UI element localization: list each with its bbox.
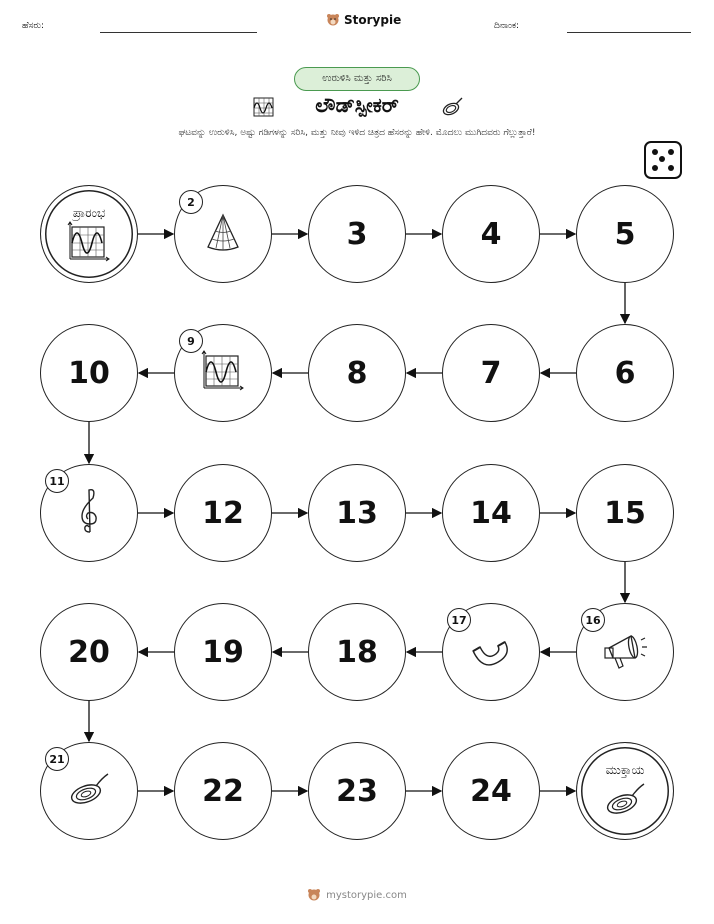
cell-number-badge: 16 [581, 608, 605, 632]
board-cell-8 [308, 324, 406, 422]
board-cell-17 [442, 603, 540, 701]
date-label: ದಿನಾಂಕ: [494, 21, 520, 31]
board-cell-4 [442, 185, 540, 283]
cell-number: 14 [470, 495, 512, 531]
cell-number: 18 [336, 634, 378, 670]
category-pill: ಉರುಳಿಸಿ ಮತ್ತು ಸರಿಸಿ [294, 67, 420, 91]
wire-coil-icon [602, 780, 648, 822]
board-cell-6 [576, 324, 674, 422]
speaker-cone-icon [200, 209, 246, 259]
cell-number: 8 [346, 355, 368, 391]
board-cell-18 [308, 603, 406, 701]
board-cell-23 [308, 742, 406, 840]
megaphone-icon [601, 628, 649, 676]
footer-url[interactable]: mystorypie.com [326, 889, 407, 901]
board-cell-3 [308, 185, 406, 283]
cell-number: 12 [202, 495, 244, 531]
cell-number-badge: 17 [447, 608, 471, 632]
brand-name: Storypie [344, 13, 402, 27]
cell-number: 13 [336, 495, 378, 531]
cell-number: 15 [604, 495, 646, 531]
instructions: ಘಟವನ್ನು ಉರುಳಿಸಿ, ಅಷ್ಟು ಗಡಿಗಳನ್ನು ಸರಿಸಿ, ಮತ್ತು ನೀವು ಇಳಿದ ಚಿತ್ರದ ಹೆಸರನ್ನು ಹೇಳಿ. ಮೊದಲು ಮುಗಿದವರು ಗೆಲ್ಲುತ್ತಾರೆ! [178, 128, 536, 138]
board-cell-24 [442, 742, 540, 840]
cell-number-badge: 21 [45, 747, 69, 771]
name-label: ಹೆಸರು: [22, 21, 45, 31]
board-cell-1 [40, 185, 138, 283]
cell-number: 3 [346, 216, 368, 252]
board-cell-5 [576, 185, 674, 283]
cell-number: 24 [470, 773, 512, 809]
horseshoe-magnet-icon [469, 628, 513, 676]
cell-number: 19 [202, 634, 244, 670]
cell-number: 6 [614, 355, 636, 391]
board-cell-10 [40, 324, 138, 422]
board-cell-22 [174, 742, 272, 840]
cell-number-badge: 9 [179, 329, 203, 353]
board-cell-14 [442, 464, 540, 562]
board-cell-15 [576, 464, 674, 562]
cell-number-badge: 11 [45, 469, 69, 493]
board-cell-25 [576, 742, 674, 840]
cell-number: 5 [614, 216, 636, 252]
board-cell-12 [174, 464, 272, 562]
cell-number: 7 [480, 355, 502, 391]
cell-number: 22 [202, 773, 244, 809]
cell-number: 20 [68, 634, 110, 670]
board-cell-16 [576, 603, 674, 701]
cell-number: 23 [336, 773, 378, 809]
board-cell-20 [40, 603, 138, 701]
board-cell-21 [40, 742, 138, 840]
board-cell-2 [174, 185, 272, 283]
board-cell-9 [174, 324, 272, 422]
bear-mascot-icon [307, 888, 321, 902]
page-title: ಲೌಡ್‌ಸ್ಪೀಕರ್ [315, 93, 399, 117]
treble-clef-icon [74, 486, 104, 540]
cell-number: 4 [480, 216, 502, 252]
board-cell-13 [308, 464, 406, 562]
board-cell-11 [40, 464, 138, 562]
cell-number: 10 [68, 355, 110, 391]
waveform-graph-icon [66, 219, 112, 269]
wire-coil-icon [66, 770, 112, 812]
board-cell-7 [442, 324, 540, 422]
footer [0, 888, 714, 902]
finish-label: ಮುಕ್ತಾಯ [605, 763, 645, 777]
waveform-graph-icon [200, 348, 246, 398]
board-cell-19 [174, 603, 272, 701]
cell-number-badge: 2 [179, 190, 203, 214]
start-label: ಪ್ರಾರಂಭ [72, 206, 106, 220]
